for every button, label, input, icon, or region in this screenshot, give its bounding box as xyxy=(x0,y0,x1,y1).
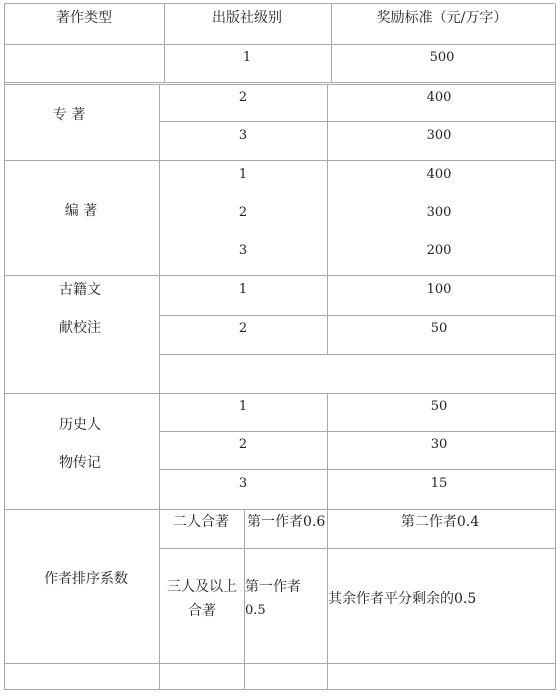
cell-level: 3 xyxy=(238,128,248,143)
cell-reward: 400 xyxy=(426,167,452,182)
cell-level: 2 xyxy=(238,437,248,452)
three-author-others: 其余作者平分剩余的0.5 xyxy=(328,591,477,607)
cell-reward: 500 xyxy=(429,50,455,65)
header-level: 出版社级别 xyxy=(212,10,282,26)
type-monograph: 专 著 xyxy=(52,107,86,123)
type-author-order: 作者排序系数 xyxy=(44,571,128,587)
three-author-label-line1: 三人及以上 xyxy=(167,579,237,595)
type-ancient-line1: 古籍文 xyxy=(59,282,101,298)
cell-level: 1 xyxy=(242,50,252,65)
cell-level: 3 xyxy=(238,476,248,491)
cell-reward: 15 xyxy=(430,476,448,491)
cell-level: 1 xyxy=(238,167,248,182)
header-reward: 奖励标准（元/万字） xyxy=(376,10,508,26)
two-author-second: 第二作者0.4 xyxy=(400,514,480,530)
cell-level: 2 xyxy=(238,205,248,220)
cell-level: 2 xyxy=(238,90,248,105)
type-ancient-line2: 献校注 xyxy=(59,320,101,336)
cell-reward: 50 xyxy=(430,399,448,414)
type-biography-line2: 物传记 xyxy=(59,455,101,471)
cell-reward: 400 xyxy=(426,90,452,105)
cell-level: 3 xyxy=(238,243,248,258)
cell-reward: 300 xyxy=(426,128,452,143)
cell-level: 1 xyxy=(238,282,248,297)
two-author-first: 第一作者0.6 xyxy=(247,514,326,530)
two-author-label: 二人合著 xyxy=(173,514,229,530)
cell-reward: 100 xyxy=(426,282,452,297)
cell-reward: 300 xyxy=(426,205,452,220)
three-author-first-line1: 第一作者 xyxy=(245,579,301,595)
cell-level: 2 xyxy=(238,321,248,336)
three-author-first-line2: 0.5 xyxy=(245,603,266,618)
type-biography-line1: 历史人 xyxy=(59,417,101,433)
cell-reward: 30 xyxy=(430,437,448,452)
type-compilation: 编 著 xyxy=(64,203,98,219)
cell-reward: 50 xyxy=(430,321,448,336)
header-type: 著作类型 xyxy=(56,10,112,26)
cell-level: 1 xyxy=(238,399,248,414)
three-author-label-line2: 合著 xyxy=(188,603,216,619)
cell-reward: 200 xyxy=(426,243,452,258)
